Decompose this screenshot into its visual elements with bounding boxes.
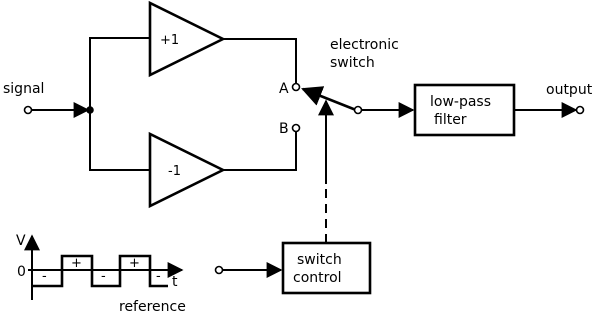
signal-input-terminal — [25, 107, 32, 114]
waveform-t-label: t — [172, 274, 178, 290]
switch-label-line1: electronic — [330, 37, 399, 53]
control-label-line1: switch — [297, 252, 342, 268]
switch-label-line2: switch — [330, 55, 375, 71]
top-branch-wire — [90, 38, 150, 110]
terminal-b-contact — [293, 125, 300, 132]
terminal-b-label: B — [279, 121, 289, 137]
bottom-branch-wire — [90, 110, 150, 170]
segment-sign-3: - — [101, 269, 106, 284]
filter-label-line1: low-pass — [430, 94, 492, 110]
amplifier-minus-one-label: -1 — [168, 164, 181, 179]
segment-sign-1: - — [42, 269, 47, 284]
terminal-a-label: A — [279, 81, 289, 97]
output-label: output — [546, 82, 593, 98]
signal-label: signal — [3, 81, 45, 97]
amplifier-plus-one-label: +1 — [160, 33, 180, 48]
waveform-v-label: V — [16, 233, 26, 249]
segment-sign-5: - — [156, 269, 161, 284]
switch-blade — [303, 89, 356, 110]
segment-sign-4: + — [129, 256, 140, 271]
segment-sign-2: + — [71, 256, 82, 271]
amplifier-minus-one — [150, 134, 223, 206]
minus-output-wire — [223, 132, 296, 170]
switch-pivot — [355, 107, 362, 114]
reference-waveform — [16, 233, 186, 315]
plus-output-wire — [223, 39, 296, 83]
filter-label-line2: filter — [434, 112, 467, 128]
output-terminal — [577, 107, 584, 114]
control-label-line2: control — [293, 270, 342, 286]
reference-input-terminal — [216, 267, 223, 274]
reference-label: reference — [119, 299, 186, 315]
terminal-a-contact — [293, 84, 300, 91]
waveform-zero-label: 0 — [17, 264, 26, 280]
